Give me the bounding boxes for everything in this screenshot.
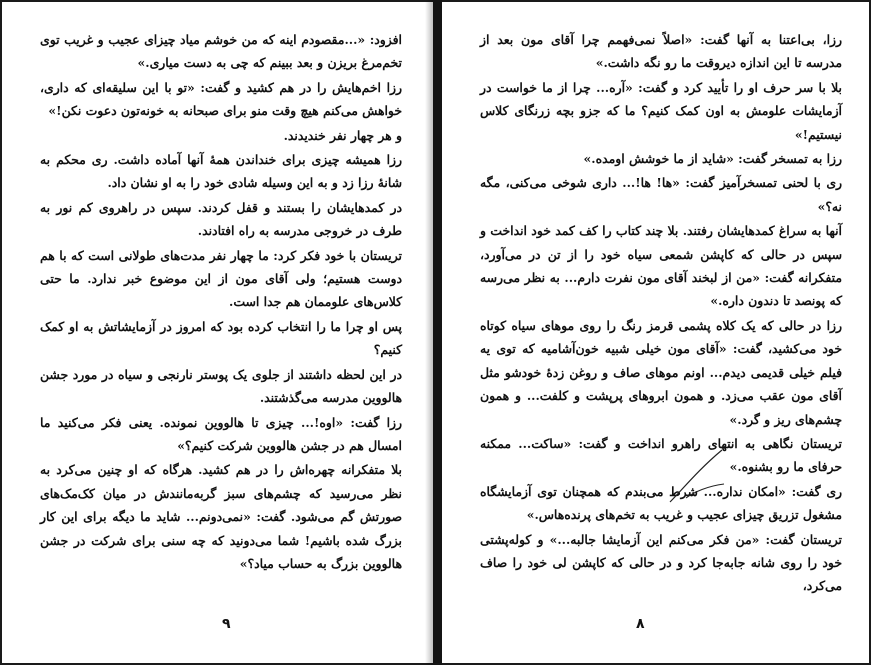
- right-paragraph-6: رزا در حالی که یک کلاه پشمی قرمز رنگ را روی موهای سیاه کوتاه خود می‌کشید، گفت: «آقای مون خیلی شبیه خون‌آشامیه که توی یه فیلم خیلی قدیمی دیدم... اونم موهای صاف و روغن زدهٔ خودشو مثل آقای مون عقب می‌زد. و همون ابروهای پرپشت و کلفت... و همون چشم‌های ریز و گرد.»: [480, 317, 842, 427]
- left-paragraph-9: رزا گفت: «اوه!... چیزی تا هالووین نمونده. یعنی فکر می‌کنید ما امسال هم در جشن هالووین شرکت کنیم؟»: [40, 414, 402, 453]
- right-paragraph-4: ری با لحنی تمسخرآمیز گفت: «ها! ها!... داری شوخی می‌کنی، مگه نه؟»: [480, 175, 842, 214]
- spine-shadow: [425, 0, 433, 665]
- right-paragraph-8: ری گفت: «امکان نداره... شرط می‌بندم که همچنان توی آزمایشگاه مشغول تزریق چیزای عجیب و غریب به تخم‌های پرنده‌هاس.»: [480, 483, 842, 523]
- left-paragraph-4: رزا همیشه چیزی برای خنداندن همهٔ آنها آماده داشت. ری محکم به شانهٔ رزا زد و به این وسیله شادی خود را به او نشان داد.: [40, 152, 402, 191]
- page-number-right: ۸: [636, 616, 645, 632]
- left-paragraph-3: و هر چهار نفر خندیدند.: [283, 127, 402, 143]
- left-page: [40, 28, 402, 576]
- left-paragraph-6: تریستان با خود فکر کرد: ما چهار نفر مدت‌های طولانی است که با هم دوست هستیم؛ ولی آقای مون از این موضوع خبر ندارد. ما حتی کلاس‌های علوممان هم جدا است.: [40, 247, 402, 310]
- right-paragraph-3: رزا به تمسخر گفت: «شاید از ما خوشش اومده.»: [583, 151, 842, 167]
- left-paragraph-8: در این لحظه داشتند از جلوی یک پوستر نارنجی و سیاه در مورد جشن هالووین مدرسه می‌گذشتند.: [40, 366, 402, 406]
- left-paragraph-2: رزا اخم‌هایش را در هم کشید و گفت: «تو با این سلیقه‌ای که داری، خواهش می‌کنم هیچ وقت منو برای صبحانه به خونه‌تون دعوت نکن!»: [40, 79, 402, 119]
- right-paragraph-7: تریستان نگاهی به انتهای راهرو انداخت و گفت: «ساکت... ممکنه حرفای ما رو بشنوه.»: [480, 435, 842, 475]
- right-paragraph-2: بلا با سر حرف او را تأیید کرد و گفت: «آره... چرا از ما خواست در آزمایشات علومش به اون کمک کنیم؟ ما که جزو بچه زرنگای کلاس نیستیم!»: [480, 79, 842, 142]
- book-spine: [433, 0, 442, 665]
- left-paragraph-7: پس او چرا ما را انتخاب کرده بود که امروز در آزمایشاتش به او کمک کنیم؟: [40, 318, 402, 358]
- left-paragraph-1: افزود: «...مقصودم اینه که من خوشم میاد چیزای عجیب و غریب توی تخم‌مرغ بریزن و بعد ببینم که چی به دست میاری.»: [40, 32, 402, 71]
- right-paragraph-1: رزا، بی‌اعتنا به آنها گفت: «اصلاً نمی‌فهمم چرا آقای مون بعد از مدرسه تا این اندازه دیروقت ما رو نگه داشت.»: [480, 32, 842, 71]
- right-paragraph-9: تریستان گفت: «من فکر می‌کنم این آزمایشا جالبه...» و کوله‌پشتی خود را روی شانه جابه‌جا کرد و در حالی که کاپشن لی خود را صاف می‌کرد،: [480, 531, 842, 594]
- left-paragraph-10: بلا متفکرانه چهره‌اش را در هم کشید. هرگاه که او چنین می‌کرد به نظر می‌رسید که چشم‌های سبز گربه‌مانندش در میان کک‌مک‌های صورتش گم می‌شود. گفت: «نمی‌دونم... شاید ما دیگه برای این کار بزرگ شده باشیم! شما می‌دونید که چه سنی برای شرکت در جشن هالووین بزرگ به حساب میاد؟»: [40, 462, 402, 571]
- pen-mark: [664, 440, 744, 510]
- right-paragraph-5: آنها به سراغ کمدهایشان رفتند. بلا چند کتاب را کف کمد خود انداخت و سپس در حالی که کاپشن شمعی سیاه خود را از تن در می‌آورد، متفکرانه گفت: «من از لبخند آقای مون نفرت دارم... به نظر می‌رسه که پونصد تا دندون داره.»: [480, 223, 842, 309]
- left-paragraph-5: در کمدهایشان را بستند و قفل کردند. سپس در راهروی کم نور به طرف در خروجی مدرسه به راه افتادند.: [40, 199, 402, 239]
- page-number-left: ۹: [222, 616, 231, 632]
- right-page: [480, 28, 842, 599]
